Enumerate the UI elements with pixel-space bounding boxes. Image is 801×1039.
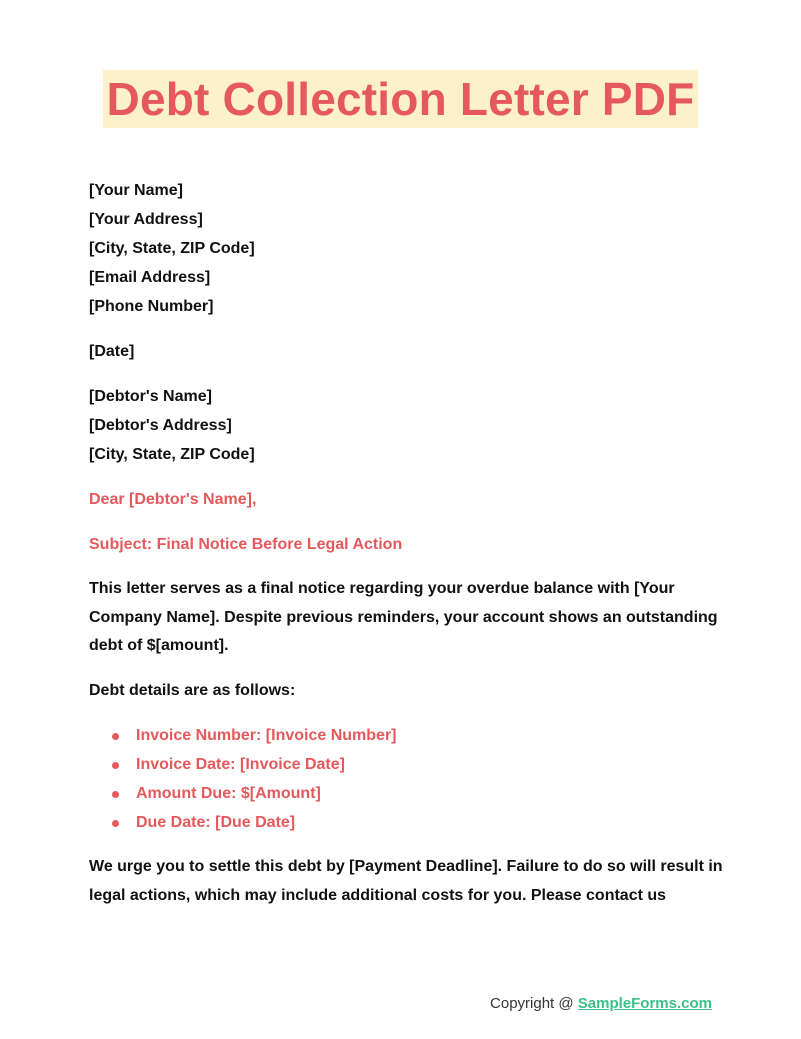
sender-block [89,176,729,321]
list-item [89,779,729,808]
document-title: Debt Collection Letter PDF [103,70,699,128]
bullet-icon [112,733,119,740]
sender-city-state-zip: [City, State, ZIP Code] [89,240,255,257]
letter-body [89,176,729,926]
sender-address: [Your Address] [89,211,203,228]
detail-due-date: Due Date: [Due Date] [136,814,296,831]
date-block [89,337,729,366]
bullet-icon [112,820,119,827]
letter-date: [Date] [89,343,135,360]
detail-invoice-date: Invoice Date: [Invoice Date] [136,756,345,773]
bullet-icon [112,791,119,798]
salutation: Dear [Debtor's Name], [89,491,257,508]
recipient-name: [Debtor's Name] [89,388,212,405]
copyright-footer [490,995,712,1012]
list-item [89,750,729,779]
title-container [0,70,801,128]
recipient-block [89,382,729,469]
list-item [89,721,729,750]
detail-invoice-number: Invoice Number: [Invoice Number] [136,727,397,744]
sender-name: [Your Name] [89,182,183,199]
bullet-icon [112,762,119,769]
intro-paragraph: This letter serves as a final notice regarding your overdue balance with [Your Company Name]. Despite previous reminders, your account shows an outstanding debt of $[amount]. [89,580,718,654]
sender-phone: [Phone Number] [89,298,214,315]
detail-amount-due: Amount Due: $[Amount] [136,785,321,802]
sender-email: [Email Address] [89,269,211,286]
recipient-city-state-zip: [City, State, ZIP Code] [89,446,255,463]
details-intro: Debt details are as follows: [89,681,296,699]
debt-details-list [89,721,729,837]
list-item [89,808,729,837]
copyright-prefix: Copyright @ [490,995,578,1012]
subject-line: Subject: Final Notice Before Legal Action [89,536,403,553]
sampleforms-link[interactable]: SampleForms.com [577,995,712,1012]
recipient-address: [Debtor's Address] [89,417,232,434]
closing-paragraph: We urge you to settle this debt by [Payment Deadline]. Failure to do so will result in legal actions, which may include additional costs for you. Please contact us [89,858,723,904]
